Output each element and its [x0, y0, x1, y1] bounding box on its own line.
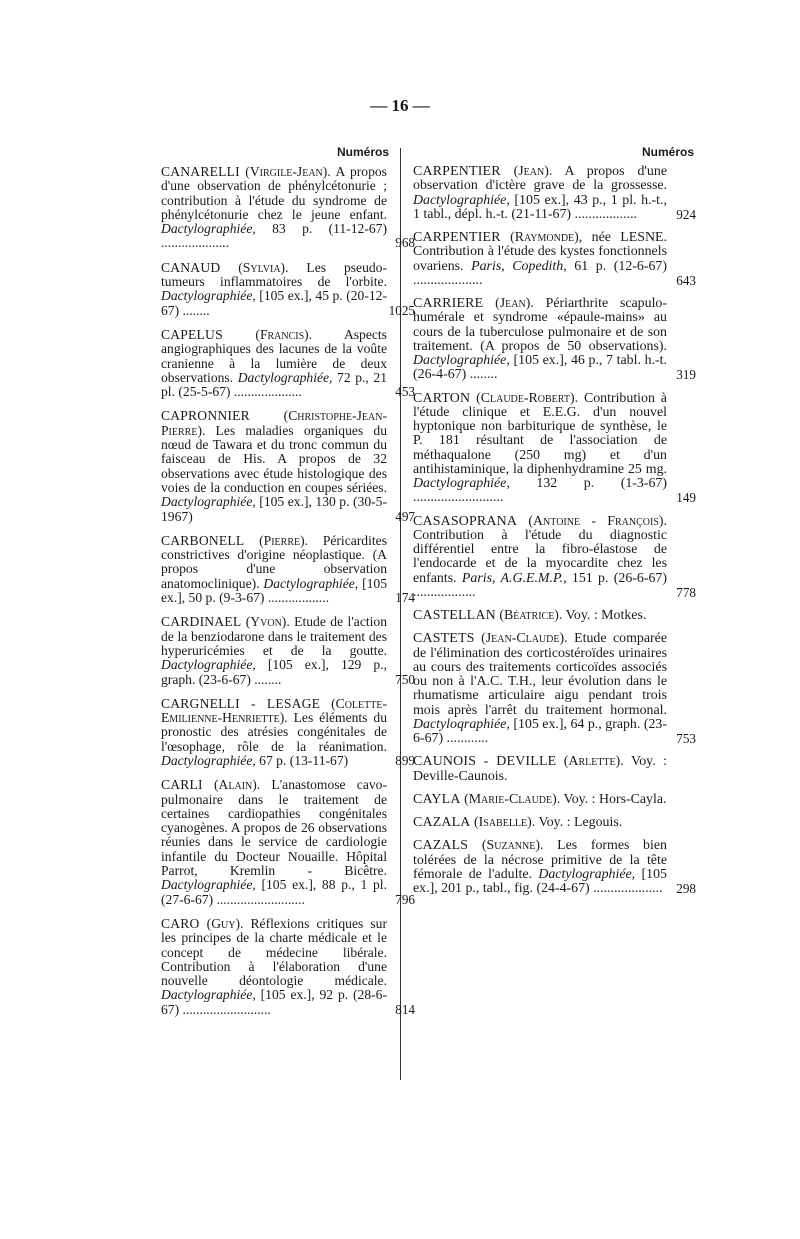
publication-details: [105 ex.], 46 p., 7 tabl. h.-t. (26-4-67) ........: [413, 353, 667, 383]
thesis-title: A propos d'une observation de phénylcétonurie ; contribution à l'étude du syndrome de phénylcétonurie chez le jeune enfant.: [161, 164, 387, 222]
thesis-title: Réflexions critiques sur les principes de la charte médicale et le concept de médecine libérale. Contribution à l'élaboration d'une nouvelle déontologie médicale.: [161, 915, 387, 989]
author-surname: CANAUD: [161, 259, 221, 275]
thesis-number: 298: [676, 881, 696, 896]
thesis-entry: [161, 164, 415, 251]
thesis-entry: [413, 296, 696, 383]
author-given-name: (Christophe-Jean-Pierre).: [161, 408, 387, 438]
author-surname: CASASOPRANA: [413, 513, 518, 529]
publication-note: Dactylographiée,: [413, 192, 510, 208]
author-given-name: (Alain).: [214, 777, 261, 793]
numeros-header-right: Numéros: [641, 145, 694, 159]
thesis-title: Aspects angiographiques des lacunes de la voûte cranienne à la lumière de deux observations.: [161, 326, 387, 385]
author-surname: CAUNOIS - DEVILLE: [413, 754, 557, 770]
publication-details: [105 ex.], 43 p., 1 pl. h.-t., 1 tabl., dépl. h.-t. (21-11-67) ..................: [413, 192, 667, 222]
publication-details: [105 ex.], 45 p. (20-12-67) ........: [161, 288, 387, 318]
author-surname: CASTELLAN: [413, 608, 496, 623]
publication-details: 67 p. (13-11-67): [259, 752, 349, 768]
publication-note: Dactylographiée,: [237, 369, 333, 385]
thesis-title: Voy. : Legouis.: [538, 815, 623, 830]
author-surname: CAZALS: [413, 838, 469, 854]
author-surname: CANARELLI: [161, 164, 240, 179]
author-given-name: (Béatrice).: [499, 608, 563, 623]
publication-details: [105 ex.], 130 p. (30-5-1967): [161, 494, 387, 524]
publication-note: Paris, A.G.E.M.P.,: [461, 570, 567, 586]
thesis-title: Voy. : Deville-Caunois.: [413, 754, 667, 784]
thesis-title: Voy. : Hors-Cayla.: [563, 791, 667, 807]
author-given-name: (Antoine - François).: [528, 513, 667, 529]
author-given-name: (Pierre).: [259, 532, 309, 548]
author-given-name: (Virgile-Jean).: [245, 164, 331, 179]
publication-note: Dactylographiée,: [161, 877, 256, 893]
publication-note: Dactylographiée,: [161, 987, 256, 1003]
publication-note: Dactylographiée,: [161, 657, 256, 673]
right-entry-list: [413, 164, 696, 896]
publication-note: Dactylographiée,: [263, 575, 359, 591]
thesis-entry: [413, 164, 696, 222]
author-surname: CAYLA: [413, 791, 461, 807]
publication-details: 151 p. (26-6-67) ..................: [413, 570, 667, 600]
author-surname: CARPENTIER: [413, 164, 501, 179]
author-surname: CAPELUS: [161, 326, 223, 342]
thesis-number: 174: [395, 590, 415, 606]
author-surname: CARLI: [161, 777, 203, 793]
thesis-entry: [161, 915, 415, 1017]
publication-details: 61 p. (12-6-67) ....................: [413, 258, 667, 288]
publication-details: 132 p. (1-3-67) ..........................: [413, 476, 667, 506]
thesis-number: 924: [676, 206, 696, 222]
author-surname: CARO: [161, 915, 200, 931]
thesis-number: 643: [676, 272, 696, 288]
publication-note: Dactylographiée,: [161, 288, 256, 304]
thesis-entry: [413, 609, 667, 623]
thesis-title: A propos d'une observation d'ictère grave de la grossesse.: [413, 164, 667, 194]
thesis-entry: [161, 532, 415, 606]
thesis-entry: [413, 513, 696, 601]
thesis-entry: [413, 816, 667, 830]
publication-details: 72 p., 21 pl. (25-5-67) ....................: [161, 369, 387, 400]
author-given-name: (Colette-Emilienne-Henriette).: [161, 695, 387, 726]
left-entry-list: [161, 164, 415, 1017]
thesis-entry: [413, 755, 667, 784]
thesis-number: 753: [676, 731, 696, 746]
thesis-number: 453: [395, 384, 415, 400]
thesis-title: Contribution à l'étude clinique et E.E.G. d'un nouvel hyptonique non barbiturique de synthèse, le P. 181 résultant de l'association de méthaqualone (250 mg) et d'un antihistaminique, la diphenhydramine 25 mg.: [413, 390, 667, 477]
author-given-name: (Isabelle).: [474, 815, 536, 830]
column-divider: [400, 148, 401, 1080]
thesis-number: 319: [676, 367, 696, 383]
thesis-number: 814: [395, 1001, 415, 1017]
publication-note: Dactylographiée,: [538, 866, 636, 882]
author-surname: CARGNELLI - LESAGE: [161, 695, 321, 711]
thesis-number: 778: [676, 584, 696, 600]
thesis-title: Les formes bien tolérées de la nécrose primitive de la tête fémorale de l'adulte.: [413, 838, 667, 882]
author-given-name: (Sylvia).: [238, 259, 289, 275]
publication-note: Dactylographiée,: [161, 221, 256, 237]
thesis-entry: [161, 695, 415, 768]
publication-details: [105 ex.], 129 p., graph. (23-6-67) ........: [161, 657, 387, 687]
publication-note: Dactylographiée,: [161, 494, 256, 510]
author-given-name: (Marie-Claude).: [464, 791, 561, 807]
author-given-name: (Jean-Claude).: [481, 631, 568, 647]
author-given-name: (Jean).: [513, 164, 553, 179]
thesis-number: 1025: [388, 302, 415, 318]
thesis-number: 149: [676, 490, 696, 506]
thesis-title: Les maladies organiques du nœud de Tawara et du tronc commun du faisceau de His. A propos de 32 observations avec étude histologique des voies de la conduction en coupes sériées.: [161, 422, 387, 495]
author-surname: CARRIERE: [413, 296, 484, 311]
author-given-name: (Yvon).: [245, 614, 290, 630]
thesis-title: née LESNE. Contribution à l'étude des kystes fonctionnels ovariens.: [413, 230, 667, 274]
publication-details: [105 ex.], 50 p. (9-3-67) ..................: [161, 575, 387, 606]
thesis-entry: [161, 777, 415, 907]
thesis-title: Contribution à l'étude du diagnostic différentiel entre la fibro-élastose de l'endocarde et de la myocardite chez les enfants.: [413, 527, 667, 586]
page-number: — 16 —: [370, 96, 430, 115]
author-given-name: (Claude-Robert).: [476, 390, 579, 406]
publication-details: [105 ex.], 64 p., graph. (23-6-67) ............: [413, 716, 667, 746]
publication-note: Dactyloqraphiée,: [413, 716, 510, 732]
thesis-entry: [161, 326, 415, 400]
thesis-entry: [413, 390, 696, 506]
thesis-entry: [413, 793, 667, 807]
publication-details: [105 ex.], 92 p. (28-6-67) ..........................: [161, 987, 387, 1017]
author-surname: CAPRONNIER: [161, 408, 250, 424]
left-column: [161, 142, 415, 1027]
publication-note: Dactylographiée,: [413, 353, 510, 368]
author-surname: CARDINAEL: [161, 614, 242, 630]
thesis-entry: [161, 259, 415, 318]
thesis-title: Les pseudo-tumeurs inflammatoires de l'orbite.: [161, 259, 387, 290]
author-given-name: (Jean).: [495, 296, 534, 311]
author-surname: CAZALA: [413, 815, 471, 830]
thesis-title: Péricardites constrictives d'origine néoplastique. (A propos d'une observation anatomoclinique).: [161, 532, 387, 591]
publication-details: [105 ex.], 201 p., tabl., fig. (24-4-67) ....................: [413, 866, 667, 896]
author-given-name: (Guy).: [206, 915, 244, 931]
author-surname: CARTON: [413, 390, 471, 406]
publication-note: Paris, Copedith,: [471, 258, 567, 274]
publication-note: Dactylographiée,: [161, 752, 256, 768]
author-given-name: (Suzanne).: [481, 838, 544, 854]
numeros-header-left: Numéros: [336, 145, 389, 159]
author-surname: CASTETS: [413, 631, 475, 647]
publication-note: Dactylographiée,: [413, 476, 510, 491]
publication-details: [105 ex.], 88 p., 1 pl. (27-6-67) ..........................: [161, 877, 387, 907]
thesis-entry: [161, 408, 415, 524]
thesis-title: Etude de l'action de la benziodarone dans le traitement des hyperuricémies et de la goutte.: [161, 614, 387, 658]
publication-details: 83 p. (11-12-67) ....................: [161, 221, 387, 251]
author-given-name: (Francis).: [255, 326, 313, 342]
thesis-number: 497: [395, 508, 415, 524]
thesis-title: Périarthrite scapulo-humérale et syndrome «épaule-mains» au cours de la tuberculose pulmonaire et de son traitement. (A propos de 50 observations).: [413, 296, 667, 354]
thesis-entry: [413, 631, 696, 746]
author-surname: CARPENTIER: [413, 230, 501, 245]
author-surname: CARBONELL: [161, 532, 245, 548]
thesis-number: 899: [395, 752, 415, 768]
thesis-title: Les éléments du pronostic des atrésies congénitales de l'œsophage, rôle de la réanimation.: [161, 710, 387, 754]
thesis-number: 968: [395, 235, 415, 251]
thesis-number: 796: [395, 891, 415, 907]
thesis-entry: [161, 614, 415, 687]
thesis-entry: [413, 230, 696, 288]
author-given-name: (Arlette).: [563, 754, 624, 770]
thesis-title: Etude comparée de l'élimination des corticostéroïdes urinaires au cours des traitements corticoïdes associés ou non à l'A.C. T.H., leur évolution dans le rhumatisme articulaire aigu pendant trois mois après l'arrêt du traitement hormonal.: [413, 631, 667, 718]
thesis-entry: [413, 838, 696, 896]
thesis-title: L'anastomose cavo-pulmonaire dans le traitement de certaines cardiopathies congénitales cyanogènes. A propos de 26 observations réunies dans le service de cardiologie infantile du Docteur Nouaille. Hôpital Parrot, Kremlin - Bicêtre.: [161, 777, 387, 879]
thesis-title: Voy. : Motkes.: [565, 608, 647, 623]
thesis-number: 750: [395, 671, 415, 687]
author-given-name: (Raymonde),: [510, 230, 583, 245]
right-column: [413, 142, 696, 905]
